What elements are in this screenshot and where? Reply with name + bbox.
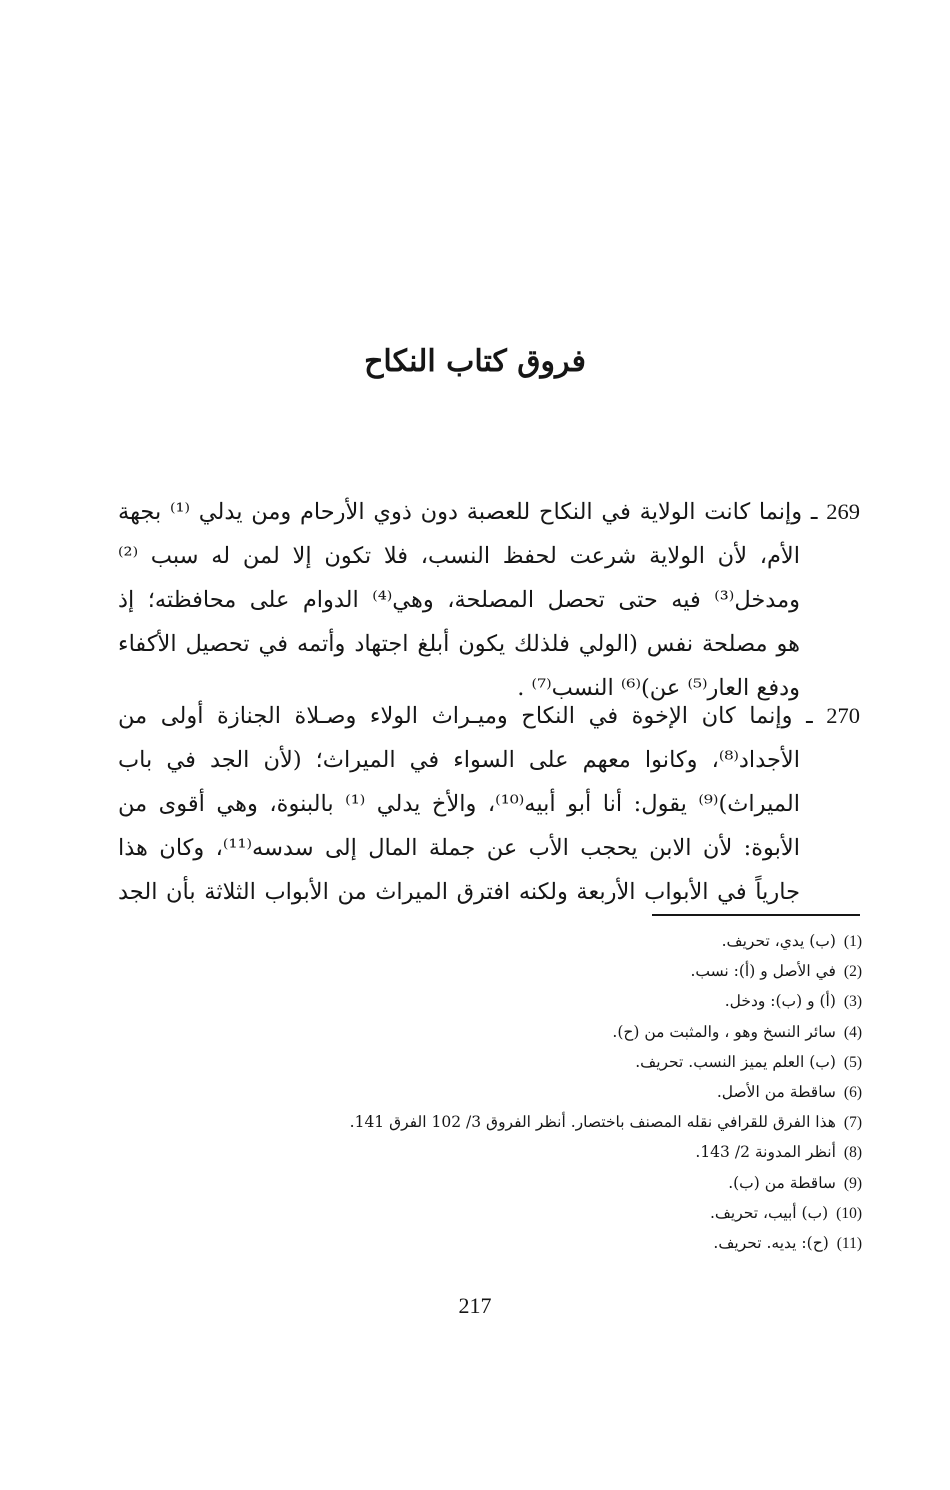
footnote-text: ساقطة من الأصل. — [716, 1082, 836, 1101]
paragraph-270 — [118, 694, 860, 914]
paragraph-text: ـ وإنما كانت الولاية في النكاح للعصبة دون ذوي الأرحام ومن يدلي ⁽¹⁾ بجهة — [118, 499, 818, 525]
paragraph-number: 270 — [826, 703, 860, 728]
paragraph-line: الأم، لأن الولاية شرعت لحفظ النسب، فلا تكون إلا لمن له سبب ⁽²⁾ — [118, 543, 800, 569]
paragraph-line: ودفع العار⁽⁵⁾ عن)⁽⁶⁾ النسب⁽⁷⁾ . — [517, 675, 800, 701]
footnote-number: (3) — [843, 993, 862, 1011]
footnote-text: سائر النسخ وهو ، والمثبت من (ح). — [612, 1022, 836, 1041]
footnote-text: ساقطة من (ب). — [728, 1173, 836, 1192]
footnote-number: (8) — [843, 1144, 862, 1162]
paragraph-line: الأبوة: لأن الابن يحجب الأب عن جملة المال إلى سدسه⁽¹¹⁾، وكان هذا — [118, 835, 800, 861]
footnote-number: (4) — [843, 1023, 862, 1041]
footnote — [162, 1198, 862, 1228]
paragraph-number: 269 — [826, 499, 860, 524]
paragraph-text: ـ وإنما كان الإخوة في النكاح وميـراث الولاء وصـلاة الجنازة أولى من — [118, 703, 813, 729]
page-number: 217 — [458, 1293, 492, 1318]
footnote-text: (ب) العلم يميز النسب. تحريف. — [635, 1052, 836, 1071]
paragraph-line: هو مصلحة نفس (الولي فلذلك يكون أبلغ اجتهاد وأتمه في تحصيل الأكفاء — [118, 631, 800, 657]
footnotes — [162, 926, 862, 1258]
footnote-number: (11) — [836, 1234, 862, 1252]
footnote-number: (1) — [843, 933, 862, 950]
footnote-text: هذا الفرق للقرافي نقله المصنف باختصار. أنظر الفروق 3/ 102 الفرق 141. — [349, 1113, 836, 1132]
paragraph-line — [118, 490, 860, 534]
footnote — [162, 1137, 862, 1167]
footnote-number: (7) — [843, 1114, 862, 1132]
chapter-title: فروق كتاب النكاح — [364, 344, 586, 379]
footnote-divider — [652, 914, 860, 916]
footnote-text: في الأصل و (أ): نسب. — [690, 962, 836, 981]
paragraph-line: الأجداد⁽⁸⁾، وكانوا معهم على السواء في الميراث؛ (لأن الجد في باب — [118, 747, 800, 773]
footnote — [162, 1047, 862, 1077]
footnote-text: (أ) و (ب): ودخل. — [724, 992, 836, 1011]
footnote — [162, 1107, 862, 1137]
footnote-number: (9) — [843, 1174, 862, 1192]
footnote-number: (2) — [843, 963, 862, 981]
paragraph-line: الميراث)⁽⁹⁾ يقول: أنا أبو أبيه⁽¹⁰⁾، والأخ يدلي ⁽¹⁾ بالبنوة، وهي أقوى من — [118, 791, 800, 817]
paragraph-line: جارياً في الأبواب الأربعة ولكنه افترق الميراث من الأبواب الثلاثة بأن الجد — [118, 879, 800, 905]
footnote-number: (6) — [843, 1083, 862, 1101]
paragraph-line — [118, 694, 860, 738]
footnote-text: (ب) يدي، تحريف. — [721, 932, 836, 950]
footnote — [162, 956, 862, 986]
footnote-number: (5) — [843, 1053, 862, 1071]
footnote-text: (ب) أبيب، تحريف. — [709, 1203, 829, 1222]
footnote — [162, 1077, 862, 1107]
footnote — [162, 1017, 862, 1047]
footnote — [162, 986, 862, 1016]
footnote-text: أنظر المدونة 2/ 143. — [695, 1143, 836, 1162]
footnote — [162, 926, 862, 956]
footnote-number: (10) — [836, 1204, 862, 1222]
footnote — [162, 1228, 862, 1258]
footnote-text: (ح): يديه. تحريف. — [713, 1233, 829, 1252]
paragraph-269 — [118, 490, 860, 710]
footnote — [162, 1168, 862, 1198]
paragraph-line: ومدخل⁽³⁾ فيه حتى تحصل المصلحة، وهي⁽⁴⁾ الدوام على محافظته؛ إذ — [118, 587, 800, 613]
